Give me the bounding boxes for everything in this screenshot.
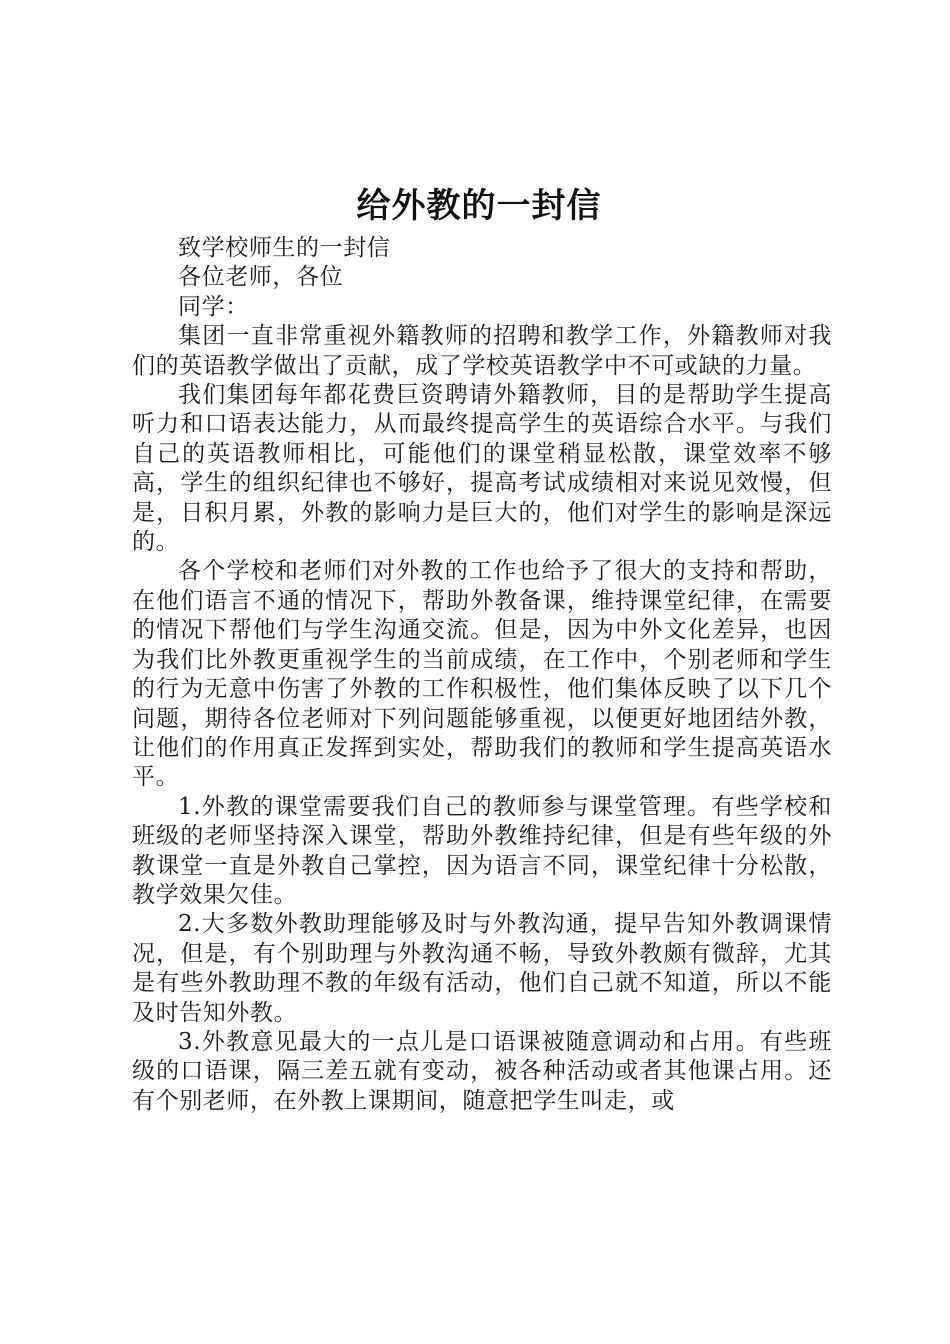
list-item-2: 2.大多数外教助理能够及时与外教沟通，提早告知外教调课情况，但是，有个别助理与外教沟通不畅，导致外教颇有微辞，尤其是有些外教助理不教的年级有活动，他们自己就不知道，所以不能及时告知外教。 [132, 911, 832, 1026]
list-item-1: 1.外教的课堂需要我们自己的教师参与课堂管理。有些学校和班级的老师坚持深入课堂，帮助外教维持纪律，但是有些年级的外教课堂一直是外教自己掌控，因为语言不同，课堂纪律十分松散，教学效果欠佳。 [132, 793, 832, 908]
document-body [132, 234, 832, 1116]
salutation-line-2: 同学： [178, 293, 249, 320]
document-title: 给外教的一封信 [356, 186, 602, 226]
body-paragraph: 各个学校和老师们对外教的工作也给予了很大的支持和帮助，在他们语言不通的情况下，帮助外教备课，维持课堂纪律，在需要的情况下帮他们与学生沟通交流。但是，因为中外文化差异，也因为我们比外教更重视学生的当前成绩，在工作中，个别老师和学生的行为无意中伤害了外教的工作积极性，他们集体反映了以下几个问题，期待各位老师对下列问题能够重视，以便更好地团结外教，让他们的作用真正发挥到实处，帮助我们的教师和学生提高英语水平。 [132, 558, 832, 791]
body-paragraph: 集团一直非常重视外籍教师的招聘和教学工作，外籍教师对我们的英语教学做出了贡献，成了学校英语教学中不可或缺的力量。 [132, 323, 832, 379]
body-paragraph: 我们集团每年都花费巨资聘请外籍教师，目的是帮助学生提高听力和口语表达能力，从而最终提高学生的英语综合水平。与我们自己的英语教师相比，可能他们的课堂稍显松散，课堂效率不够高，学生的组织纪律也不够好，提高考试成绩相对来说见效慢，但是，日积月累，外教的影响力是巨大的，他们对学生的影响是深远的。 [132, 382, 832, 556]
list-item-3: 3.外教意见最大的一点儿是口语课被随意调动和占用。有些班级的口语课，隔三差五就有变动，被各种活动或者其他课占用。还有个别老师，在外教上课期间，随意把学生叫走，或 [132, 1028, 832, 1114]
salutation-line-1: 各位老师，各位 [178, 264, 344, 291]
salutation-heading: 致学校师生的一封信 [178, 235, 391, 261]
